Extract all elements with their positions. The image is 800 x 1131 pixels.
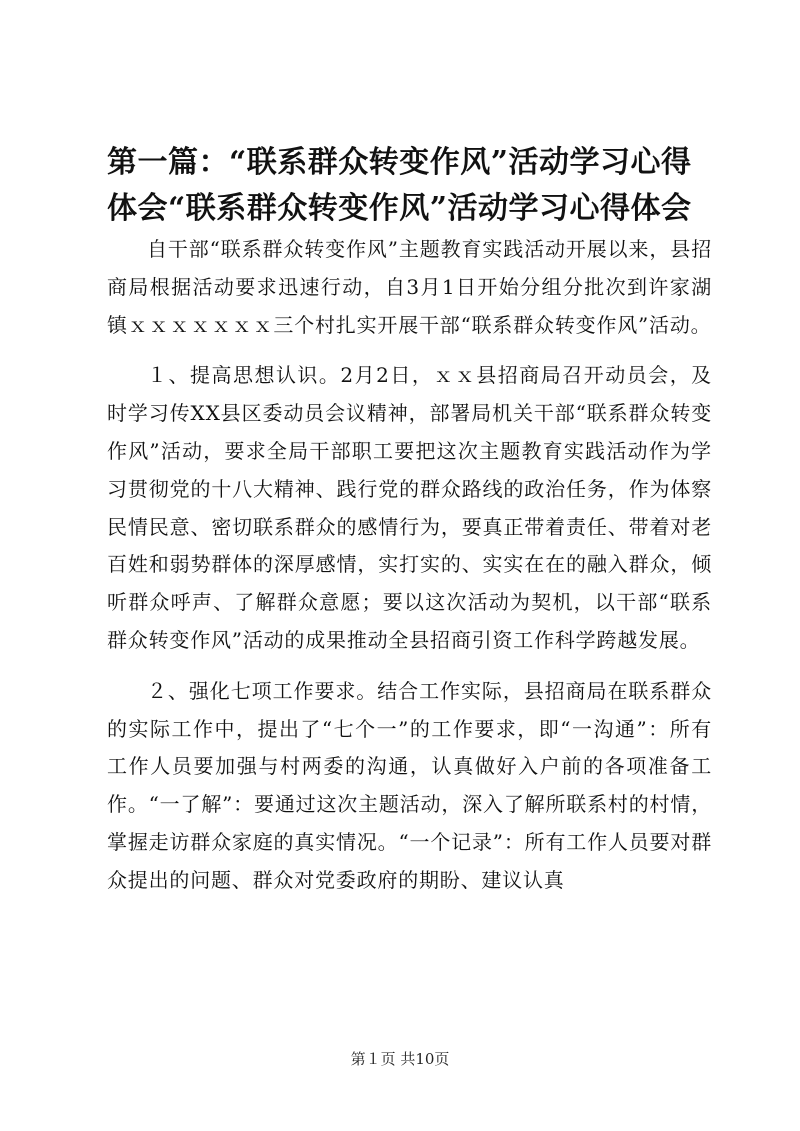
paragraph-intro: 自干部“联系群众转变作风”主题教育实践活动开展以来，县招商局根据活动要求迅速行动，自3月1日开始分组分批次到许家湖镇ｘｘｘｘｘｘｘ三个村扎实开展干部“联系群众转变作风”活动。 xyxy=(107,237,712,337)
document-title: 第一篇：“联系群众转变作风”活动学习心得体会“联系群众转变作风”活动学习心得体会 xyxy=(107,145,692,226)
paragraph-raise-awareness: １、提高思想认识。2月2日，ｘｘ县招商局召开动员会，及时学习传XX县区委动员会议精神，部署局机关干部“联系群众转变作风”活动，要求全局干部职工要把这次主题教育实践活动作为学习贯彻党的十八大精神、践行党的群众路线的政治任务，作为体察民情民意、密切联系群众的感情行为，要真正带着责任、带着对老百姓和弱势群体的深厚感情，实打实的、实实在在的融入群众，倾听群众呼声、了解群众意愿；要以这次活动为契机，以干部“联系群众转变作风”活动的成果推动全县招商引资工作科学跨越发展。 xyxy=(107,363,712,652)
document-body xyxy=(107,231,712,913)
page-number-footer: 第１页 共10页 xyxy=(350,1050,450,1068)
paragraph-seven-requirements: ２、强化七项工作要求。结合工作实际，县招商局在联系群众的实际工作中，提出了“七个一”的工作要求，即“一沟通”：所有工作人员要加强与村两委的沟通，认真做好入户前的各项准备工作。“一了解”：要通过这次主题活动，深入了解所联系村的村情，掌握走访群众家庭的真实情况。“一个记录”：所有工作人员要对群众提出的问题、群众对党委政府的期盼、建议认真 xyxy=(107,678,712,892)
